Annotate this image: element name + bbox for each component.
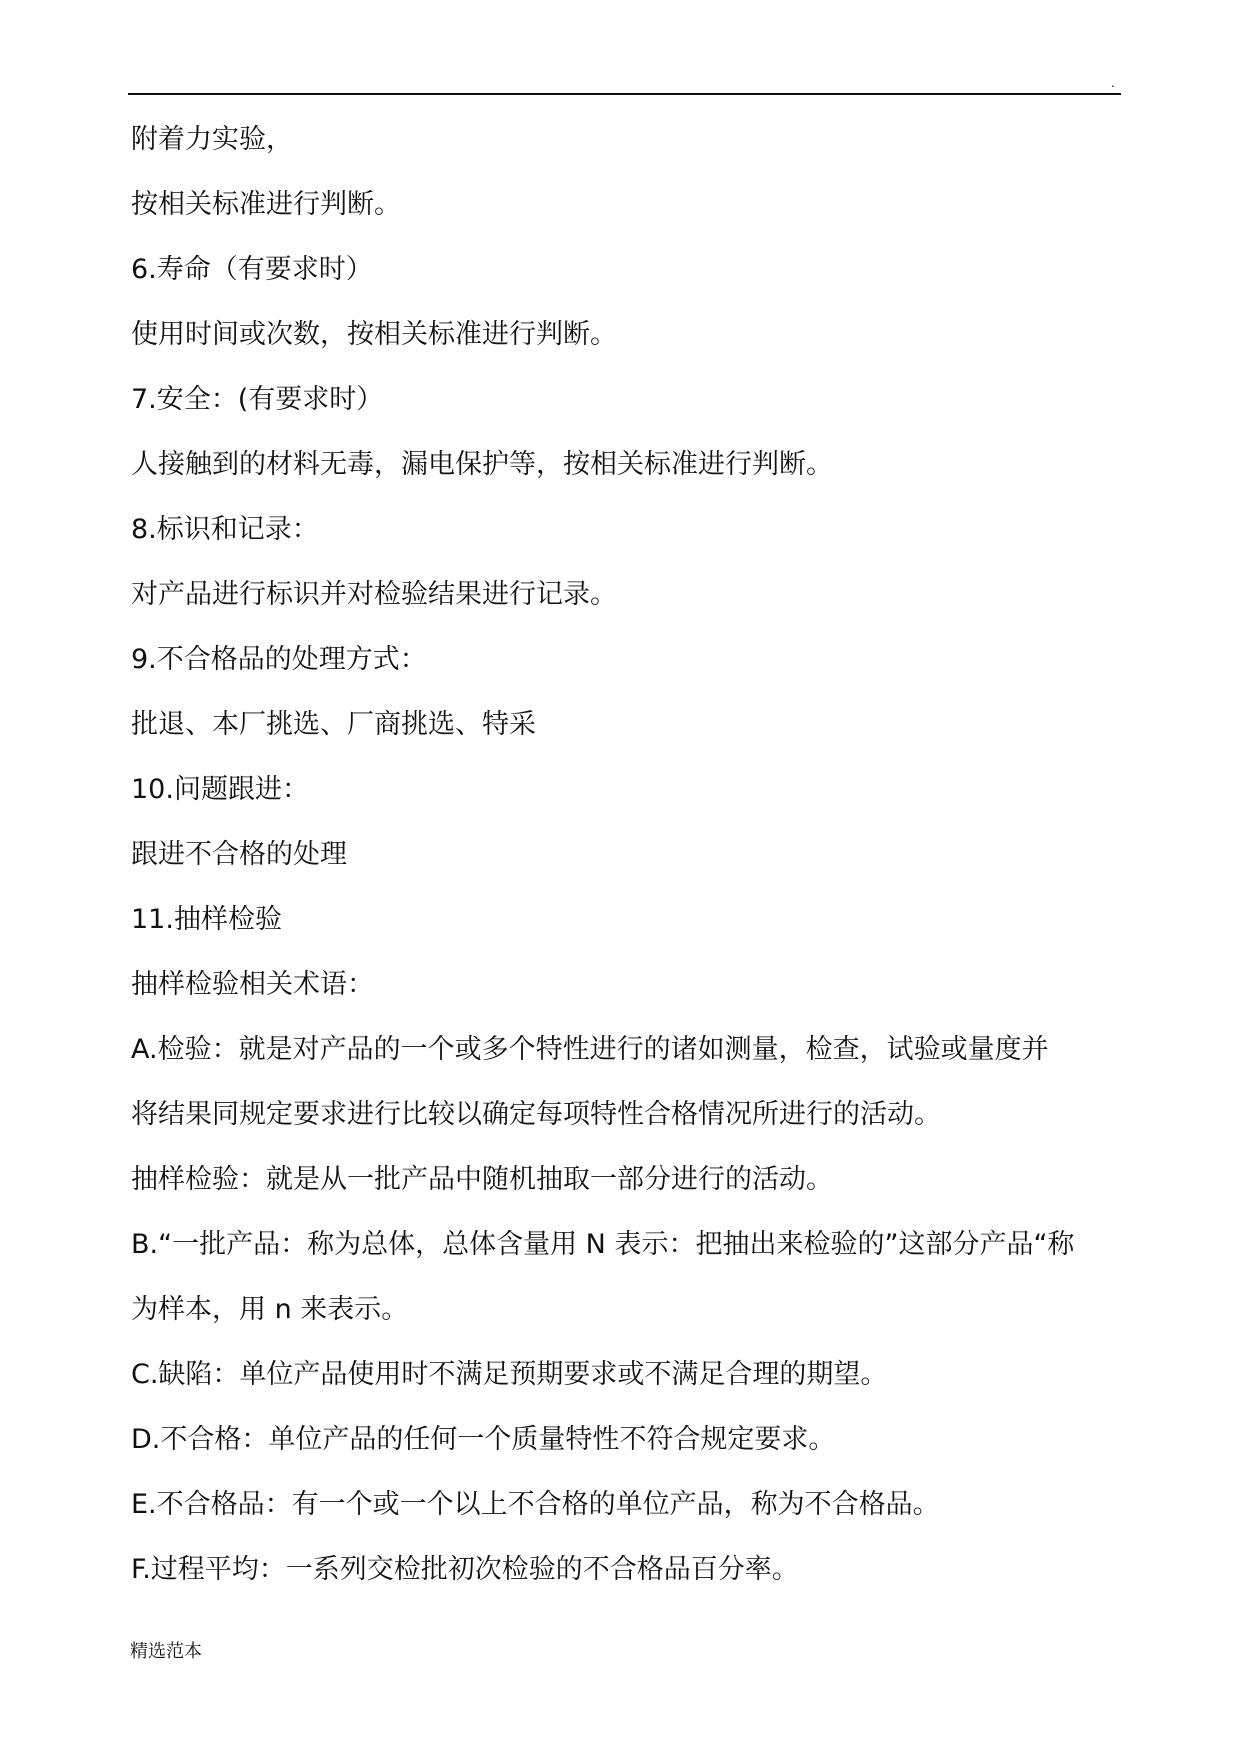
text-line: 使用时间或次数，按相关标准进行判断。 <box>131 319 617 350</box>
section-heading: 10.问题跟进： <box>131 774 309 805</box>
text-line: 附着力实验， <box>131 124 293 155</box>
term-definition: D.不合格：单位产品的任何一个质量特性不符合规定要求。 <box>131 1424 836 1455</box>
header-rule <box>128 93 1121 95</box>
section-heading: 8.标识和记录： <box>131 514 319 545</box>
section-heading: 7.安全：(有要求时） <box>131 384 384 415</box>
text-line: 跟进不合格的处理 <box>131 839 347 870</box>
term-definition: B.“一批产品：称为总体，总体含量用 N 表示：把抽出来检验的”这部分产品“称 <box>131 1229 1075 1260</box>
header-mark: . <box>1111 76 1115 90</box>
page-footer: 精选范本 <box>130 1641 202 1662</box>
document-body <box>131 124 1121 1619</box>
section-heading: 11.抽样检验 <box>131 904 282 935</box>
text-line: 人接触到的材料无毒，漏电保护等，按相关标准进行判断。 <box>131 449 833 480</box>
term-definition: E.不合格品：有一个或一个以上不合格的单位产品，称为不合格品。 <box>131 1489 940 1520</box>
text-line: 抽样检验相关术语： <box>131 969 374 1000</box>
term-definition: 抽样检验：就是从一批产品中随机抽取一部分进行的活动。 <box>131 1164 833 1195</box>
term-definition-continued: 将结果同规定要求进行比较以确定每项特性合格情况所进行的活动。 <box>131 1099 941 1130</box>
text-line: 按相关标准进行判断。 <box>131 189 401 220</box>
term-definition-continued: 为样本，用 n 来表示。 <box>131 1294 409 1325</box>
term-definition: F.过程平均：一系列交检批初次检验的不合格品百分率。 <box>131 1554 799 1585</box>
section-heading: 9.不合格品的处理方式： <box>131 644 427 675</box>
text-line: 批退、本厂挑选、厂商挑选、特采 <box>131 709 536 740</box>
term-definition: C.缺陷：单位产品使用时不满足预期要求或不满足合理的期望。 <box>131 1359 888 1390</box>
section-heading: 6.寿命（有要求时） <box>131 254 373 285</box>
text-line: 对产品进行标识并对检验结果进行记录。 <box>131 579 617 610</box>
term-definition: A.检验：就是对产品的一个或多个特性进行的诸如测量，检查，试验或量度并 <box>131 1034 1049 1065</box>
